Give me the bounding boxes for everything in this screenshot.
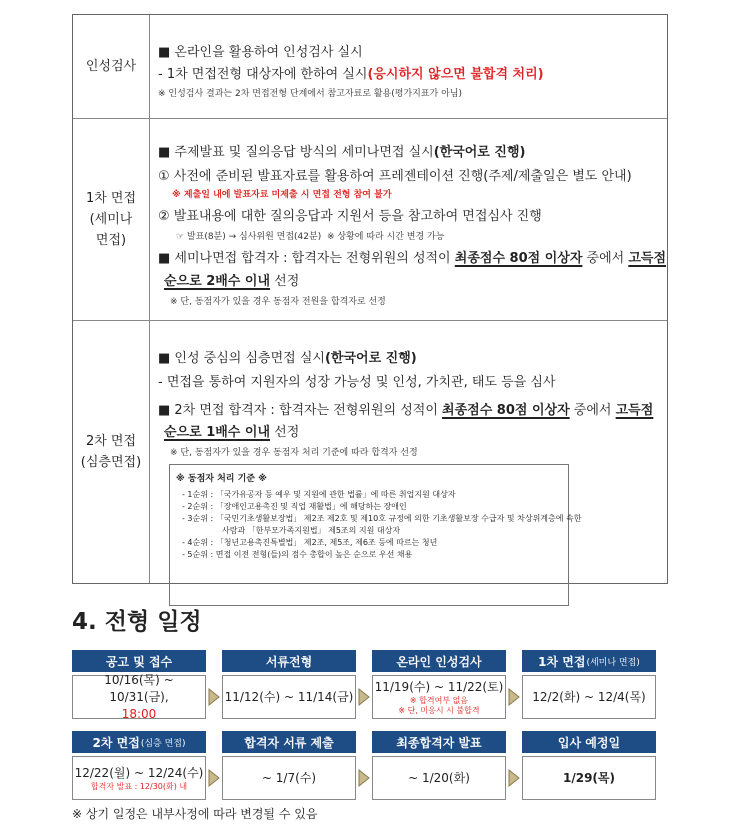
bold-text: (한국어로 진행) <box>324 351 417 366</box>
note: ※ 단, 동점자가 있을 경우 동점자 전원을 합격자로 선정 <box>170 297 386 307</box>
step-header <box>372 731 506 753</box>
text-span: - 1차 면접전형 대상자에 한하여 실시 <box>158 67 368 82</box>
step-header <box>522 731 656 753</box>
step-header <box>72 731 206 753</box>
step-date: 11/12(수) ~ 11/14(금) <box>224 689 354 704</box>
step-date-box <box>522 756 656 800</box>
arrow-right-icon <box>508 688 520 706</box>
evaluation-table <box>72 14 668 584</box>
highlight-text: 순으로 2배수 이내 <box>164 274 271 289</box>
step-name: 최종합격자 발표 <box>396 735 482 750</box>
text-span: ■ 주제발표 및 질의응답 방식의 세미나면접 실시 <box>158 145 434 160</box>
step-date-box <box>522 675 656 719</box>
step-note: 합격자 발표 : 12/30(화) 내 <box>90 781 188 791</box>
step-sub: (세미나 면접) <box>586 657 640 668</box>
text-span: ■ 세미나면접 합격자 : 합격자는 전형위원의 성적이 <box>158 251 451 266</box>
step-header <box>72 650 206 672</box>
note: ※ 인성검사 결과는 2차 면접전형 단계에서 참고자료로 활용(평가지표가 아님) <box>158 89 462 99</box>
tie-breaker-item: - 4순위 : 「청년고용촉진특별법」 제2조, 제5조, 제6조 등에 따르는 청년 <box>182 538 438 547</box>
step-sub: (심층 면접) <box>140 738 186 749</box>
text-span: ■ 인성 중심의 심층면접 실시 <box>158 351 325 366</box>
row-label: 2차 면접 (심층면접) <box>73 321 150 583</box>
text-line <box>158 247 666 266</box>
step-date: 12/22(월) ~ 12/24(수) <box>74 765 204 780</box>
highlight-text: 고득점 <box>615 403 654 418</box>
step-name: 합격자 서류 제출 <box>244 735 334 750</box>
text-span: 중에서 <box>573 403 612 418</box>
step-date-box <box>372 675 506 719</box>
row-label: 인성검사 <box>73 15 150 118</box>
note: ※ 단, 동점자가 있을 경우 동점자 처리 기준에 따라 합격자 선정 <box>170 448 418 458</box>
tie-breaker-title: ※ 동점자 처리 기준 ※ <box>176 474 267 484</box>
row-first-interview <box>73 119 667 321</box>
tie-breaker-item: - 2순위 : 「장애인고용촉진 및 직업 재활법」에 해당하는 장애인 <box>182 502 407 511</box>
text-span: 선정 <box>274 274 300 289</box>
step-note: ※ 합격여부 없음 <box>409 695 469 705</box>
tie-breaker-box <box>169 464 582 606</box>
tie-breaker-item: - 3순위 : 「국민기초생활보장법」 제2조 제2호 및 제10호 규정에 의한 기초생활보장 수급자 및 차상위계층에 속한 <box>182 514 582 523</box>
step-name: 입사 예정일 <box>557 735 621 750</box>
tie-breaker-item: - 5순위 : 면접 이전 전형(들)의 점수 총합이 높은 순으로 우선 채용 <box>182 550 413 559</box>
step-date: 11/19(수) ~ 11/22(토) <box>374 679 504 694</box>
arrow-right-icon <box>208 688 220 706</box>
text-line <box>158 399 653 418</box>
step-date: 12/2(화) ~ 12/4(목) <box>532 689 646 704</box>
arrow-right-icon <box>208 769 220 787</box>
tie-breaker-item: - 1순위 : 「국가유공자 등 예우 및 지원에 관한 법률」에 따른 취업지원 대상자 <box>182 490 456 499</box>
step-name: 2차 면접 <box>92 735 140 750</box>
step-time: 18:00 <box>121 706 157 721</box>
step-name: 서류전형 <box>265 654 313 669</box>
step-header <box>372 650 506 672</box>
text-span: ※ 상황에 따라 시간 변경 가능 <box>326 232 445 242</box>
step-name: 온라인 인성검사 <box>396 654 482 669</box>
arrow-right-icon <box>358 769 370 787</box>
step-date: 10/16(목) ~ 10/31(금), <box>104 672 174 704</box>
step-date: 1/29(목) <box>563 770 615 785</box>
step-date-box <box>222 756 356 800</box>
arrow-right-icon <box>358 688 370 706</box>
highlight-text: 순으로 1배수 이내 <box>164 425 271 440</box>
text-line <box>158 141 525 160</box>
step-date-box <box>372 756 506 800</box>
step-date-box <box>72 756 206 800</box>
step-date: ~ 1/20(화) <box>408 770 470 785</box>
text-span: 중에서 <box>586 251 625 266</box>
highlight-text: 최종점수 80점 이상자 <box>442 403 570 418</box>
step-name: 공고 및 접수 <box>105 654 173 669</box>
tie-breaker-item: 사람과 「한부모가족지원법」 제5조의 지원 대상자 <box>222 526 401 535</box>
step-name: 1차 면접 <box>538 654 586 669</box>
text-line <box>164 270 299 289</box>
step-header <box>522 650 656 672</box>
bold-text: (한국어로 진행) <box>433 145 526 160</box>
highlight-text: 최종점수 80점 이상자 <box>454 251 583 266</box>
schedule-title: 4. 전형 일정 <box>72 609 202 635</box>
step-date: ~ 1/7(수) <box>261 770 317 785</box>
text-line: ① 사전에 준비된 발표자료를 활용하여 프레젠테이션 진행(주제/제출일은 별도 안내) <box>158 169 632 184</box>
row-personality-test <box>73 15 667 119</box>
text-line: ② 발표내용에 대한 질의응답과 지원서 등을 참고하여 면접심사 진행 <box>158 209 542 224</box>
step-header <box>222 731 356 753</box>
text-span: 선정 <box>274 425 300 440</box>
warning-note: ※ 제출일 내에 발표자료 미제출 시 면접 전형 참여 불가 <box>172 190 392 200</box>
note <box>176 229 444 242</box>
warning-text: (응시하지 않으면 불합격 처리) <box>367 67 544 82</box>
schedule-footnote: ※ 상기 일정은 내부사정에 따라 변경될 수 있음 <box>72 807 318 821</box>
text-line: ■ 온라인을 활용하여 인성검사 실시 <box>158 45 363 60</box>
step-date-box <box>222 675 356 719</box>
text-line <box>158 347 417 366</box>
text-span: ■ 2차 면접 합격자 : 합격자는 전형위원의 성적이 <box>158 403 438 418</box>
text-span: ☞ 발표(8분) → 심사위원 면접(42분) <box>176 232 322 242</box>
step-header <box>222 650 356 672</box>
arrow-right-icon <box>508 769 520 787</box>
text-line <box>164 421 299 440</box>
text-line: - 면접을 통하여 지원자의 성장 가능성 및 인성, 가치관, 태도 등을 심사 <box>158 375 556 390</box>
highlight-text: 고득점 <box>628 251 667 266</box>
step-date-box <box>72 672 206 721</box>
row-second-interview <box>73 321 667 583</box>
step-note: ※ 단, 미응시 시 불합격 <box>398 705 480 715</box>
row-label: 1차 면접 (세미나 면접) <box>73 119 150 320</box>
text-line <box>158 63 544 82</box>
